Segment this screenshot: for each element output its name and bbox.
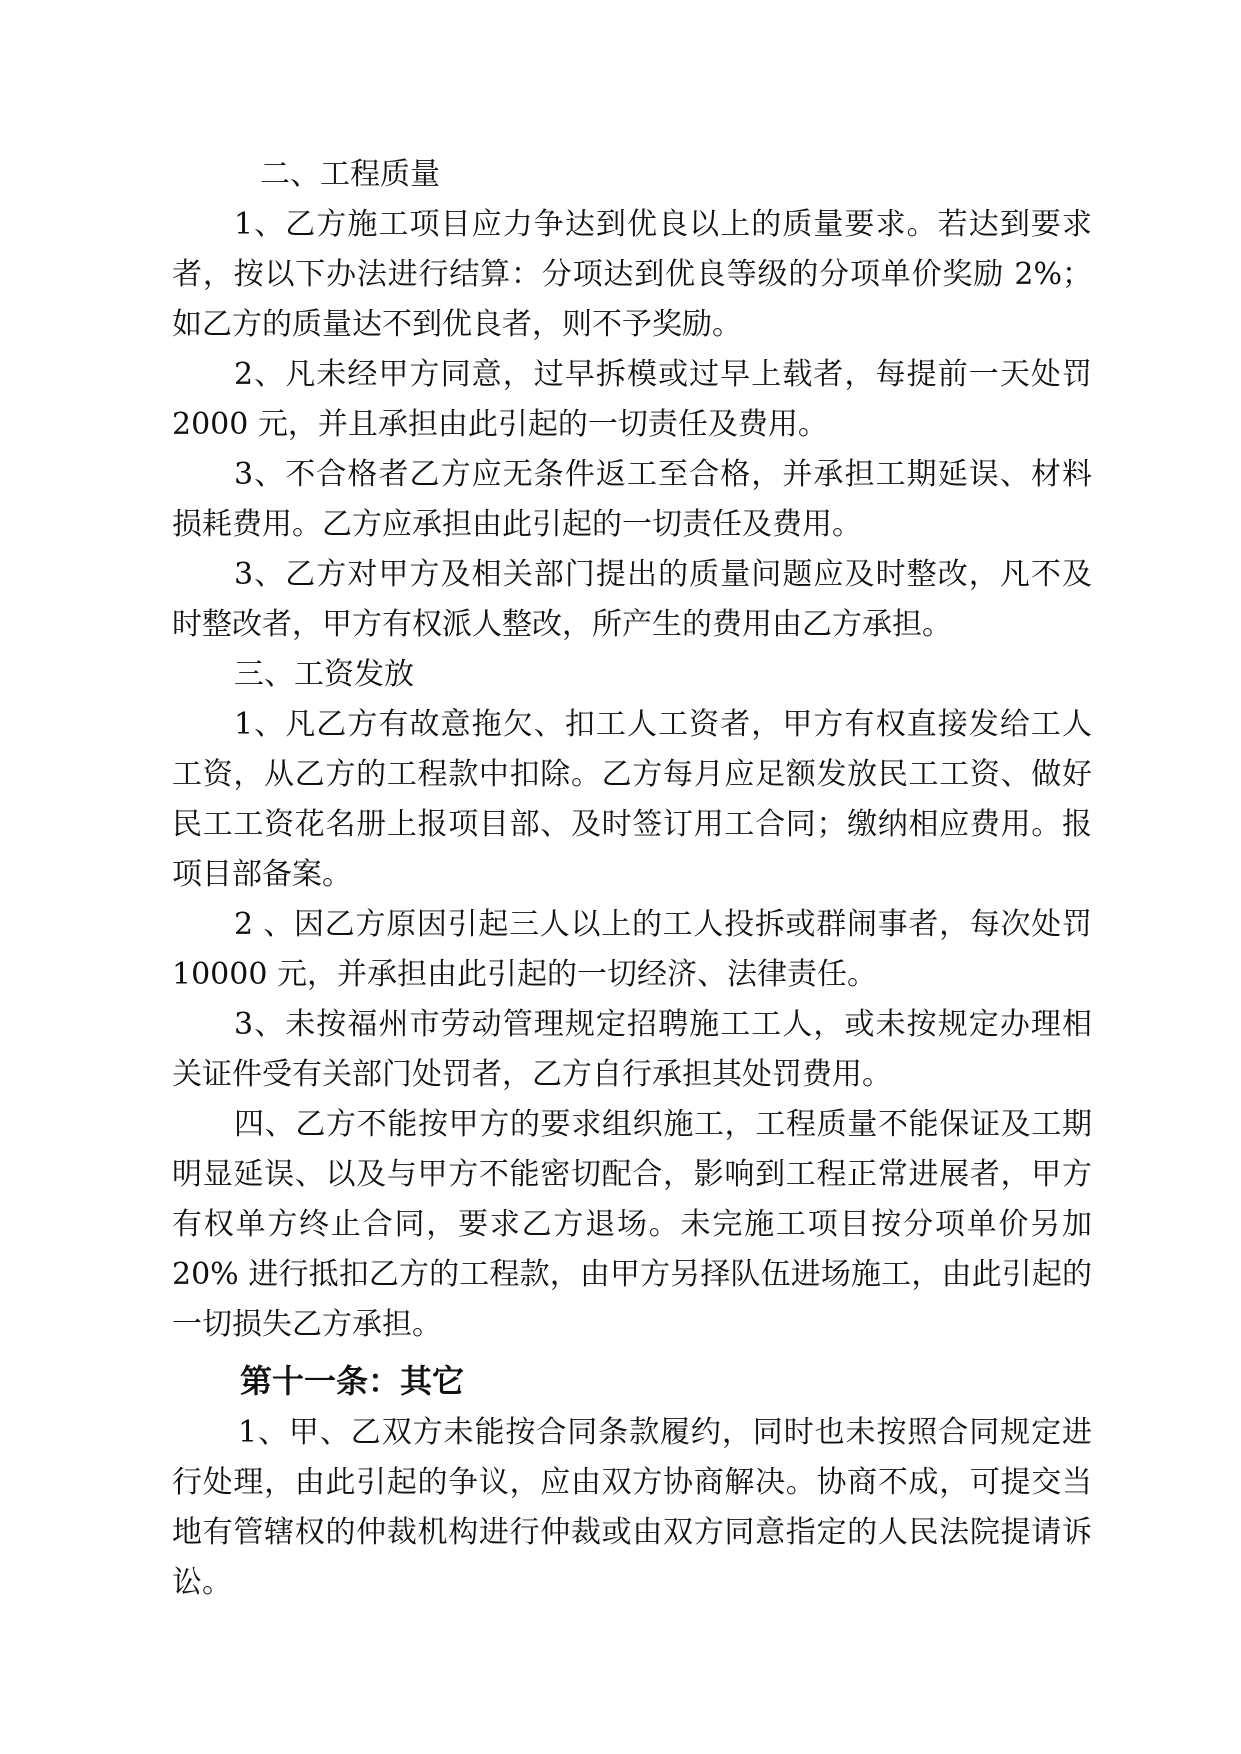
document-body bbox=[172, 150, 1092, 1608]
paragraph: 四、乙方不能按甲方的要求组织施工，工程质量不能保证及工期明显延误、以及与甲方不能密切配合，影响到工程正常进展者，甲方有权单方终止合同，要求乙方退场。未完施工项目按分项单价另加 20% 进行抵扣乙方的工程款，由甲方另择队伍进场施工，由此引起的一切损失乙方承担。 bbox=[172, 1107, 1092, 1342]
paragraph: 3、不合格者乙方应无条件返工至合格，并承担工期延误、材料损耗费用。乙方应承担由此引起的一切责任及费用。 bbox=[172, 457, 1092, 542]
paragraph: 3、未按福州市劳动管理规定招聘施工工人，或未按规定办理相关证件受有关部门处罚者，乙方自行承担其处罚费用。 bbox=[172, 1007, 1092, 1092]
paragraph: 1、乙方施工项目应力争达到优良以上的质量要求。若达到要求者，按以下办法进行结算：分项达到优良等级的分项单价奖励 2%；如乙方的质量达不到优良者，则不予奖励。 bbox=[172, 207, 1092, 342]
section-heading-wages: 三、工资发放 bbox=[234, 657, 414, 692]
section-heading-quality: 二、工程质量 bbox=[260, 157, 440, 192]
paragraph: 2 、因乙方原因引起三人以上的工人投拆或群闹事者，每次处罚 10000 元，并承担由此引起的一切经济、法律责任。 bbox=[172, 907, 1092, 992]
paragraph: 1、甲、乙双方未能按合同条款履约，同时也未按照合同规定进行处理，由此引起的争议，应由双方协商解决。协商不成，可提交当地有管辖权的仲裁机构进行仲裁或由双方同意指定的人民法院提请诉讼。 bbox=[172, 1415, 1092, 1600]
paragraph: 1、凡乙方有故意拖欠、扣工人工资者，甲方有权直接发给工人工资，从乙方的工程款中扣除。乙方每月应足额发放民工工资、做好民工工资花名册上报项目部、及时签订用工合同；缴纳相应费用。报项目部备案。 bbox=[172, 707, 1092, 892]
article-heading: 第十一条：其它 bbox=[240, 1362, 465, 1400]
paragraph: 2、凡未经甲方同意，过早拆模或过早上载者，每提前一天处罚 2000 元，并且承担由此引起的一切责任及费用。 bbox=[172, 357, 1092, 442]
paragraph: 3、乙方对甲方及相关部门提出的质量问题应及时整改，凡不及时整改者，甲方有权派人整改，所产生的费用由乙方承担。 bbox=[172, 557, 1092, 642]
